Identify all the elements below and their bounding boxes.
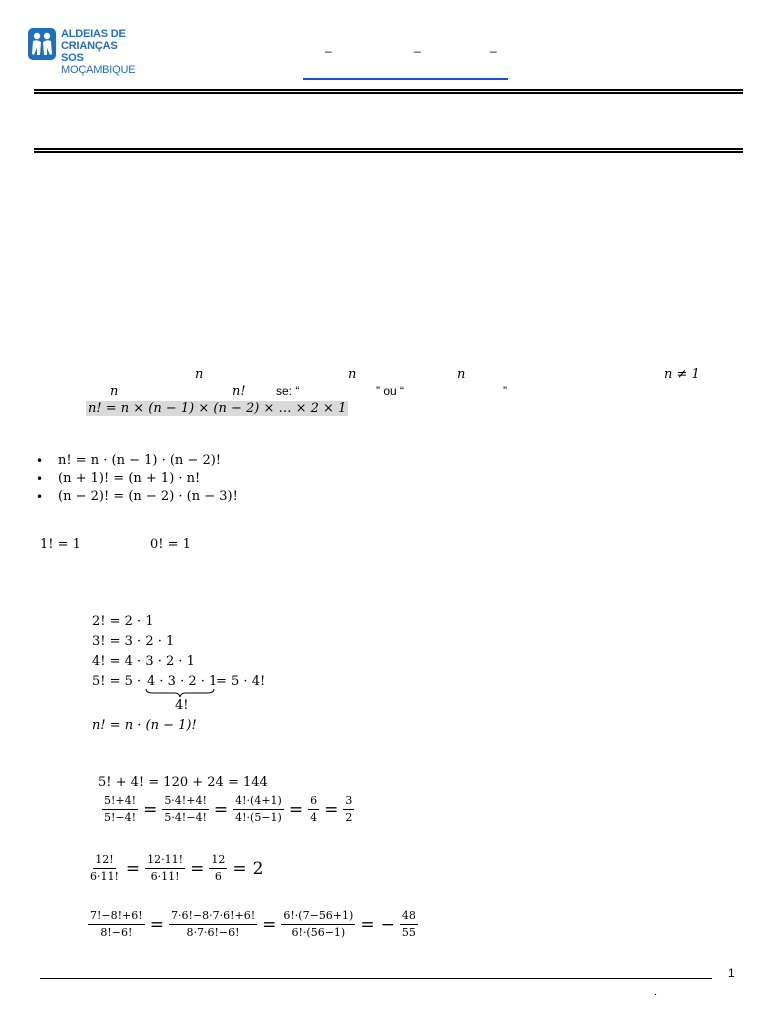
header-link-underline[interactable] [303,78,508,80]
numerator: 3 [343,794,354,810]
exercise-fraction-1 [100,794,356,825]
numerator: 5·4!+4! [162,794,209,810]
numerator: 5!+4! [102,794,138,810]
minus-sign: − [380,914,395,935]
fraction [209,853,227,884]
fraction [102,794,138,825]
equals-sign: = [149,914,164,935]
fraction [169,909,257,940]
fraction [233,794,284,825]
logo-line: CRIANÇAS SOS [61,40,118,64]
numerator: 12 [209,853,227,869]
logo-wordmark [61,28,138,76]
var-n: n [195,367,204,382]
example-five-left: 5! = 5 · [92,674,142,689]
fraction [88,909,145,940]
denominator: 8·7·6!−6! [186,926,240,939]
factorial-properties-list [36,452,238,506]
condition-n-not-one: n ≠ 1 [664,367,700,382]
list-item: • (n − 2)! = (n − 2) · (n − 3)! [36,488,238,506]
denominator: 55 [401,926,416,939]
definition-ou-text: ” ou “ [376,384,405,398]
example-five-right: = 5 · 4! [216,674,266,689]
fraction [400,909,418,940]
example-general: n! = n · (n − 1)! [92,718,197,733]
result-value: 2 [252,858,264,879]
denominator: 8!−6! [100,926,133,939]
equals-sign: = [288,799,304,820]
definition-se-text: se: “ [276,384,300,398]
numerator: 7!−8!+6! [88,909,145,925]
denominator: 6·11! [90,870,119,883]
one-factorial: 1! = 1 [40,537,81,552]
example-line: 3! = 3 · 2 · 1 [92,634,175,649]
fraction [308,794,319,825]
fraction [343,794,354,825]
var-n: n [457,367,466,382]
denominator: 4 [310,811,318,824]
exercise-fraction-3 [86,909,420,940]
page-number: 1 [728,966,735,980]
equals-sign: = [262,914,277,935]
numerator: 12·11! [145,853,185,869]
denominator: 5·4!−4! [164,811,207,824]
denominator: 5!−4! [104,811,137,824]
equals-sign: = [143,799,158,820]
denominator: 6 [214,870,222,883]
var-n: n [348,367,357,382]
list-item: • n! = n · (n − 1) · (n − 2)! [36,452,238,470]
header-dash: – [490,44,497,58]
example-line: 2! = 2 · 1 [92,614,154,629]
title-double-rule [34,148,743,153]
equals-sign: = [324,799,339,820]
fraction [162,794,209,825]
numerator: 48 [400,909,418,925]
example-line: 4! = 4 · 3 · 2 · 1 [92,654,195,669]
example-five-braced: 4 · 3 · 2 · 1 [147,674,218,689]
var-n-factorial: n! [232,384,246,399]
footer-dot: . [654,986,658,998]
fraction [281,909,355,940]
denominator: 2 [345,811,353,824]
top-double-rule [34,89,743,94]
fraction [88,853,121,884]
equals-sign: = [125,858,141,879]
exercise-sum: 5! + 4! = 120 + 24 = 144 [98,775,268,790]
underbrace-label: 4! [175,698,189,713]
children-logo-icon [28,28,56,60]
numerator: 12! [93,853,115,869]
fraction [145,853,185,884]
sos-logo [28,28,138,76]
numerator: 6 [308,794,319,810]
zero-factorial: 0! = 1 [150,537,191,552]
underbrace-icon [145,688,215,698]
exercise-fraction-2 [86,853,266,884]
equals-sign: = [190,858,205,879]
denominator: 6·11! [150,870,180,883]
logo-line: MOÇAMBIQUE [61,64,136,76]
denominator: 4!·(5−1) [235,811,282,824]
denominator: 6!·(56−1) [291,926,346,939]
numerator: 4!·(4+1) [233,794,284,810]
list-item: • (n + 1)! = (n + 1) · n! [36,470,238,488]
logo-line: ALDEIAS DE [61,28,126,40]
equals-sign: = [360,914,375,935]
numerator: 6!·(7−56+1) [281,909,355,925]
equals-sign: = [213,799,229,820]
equals-sign: = [232,858,247,879]
header-dash: – [414,44,421,58]
numerator: 7·6!−8·7·6!+6! [169,909,257,925]
var-n: n [110,384,119,399]
definition-close-quote: ” [503,384,507,398]
header-dash: – [325,44,332,58]
footer-rule [40,978,712,979]
factorial-definition-formula: n! = n × (n − 1) × (n − 2) × … × 2 × 1 [88,401,347,416]
